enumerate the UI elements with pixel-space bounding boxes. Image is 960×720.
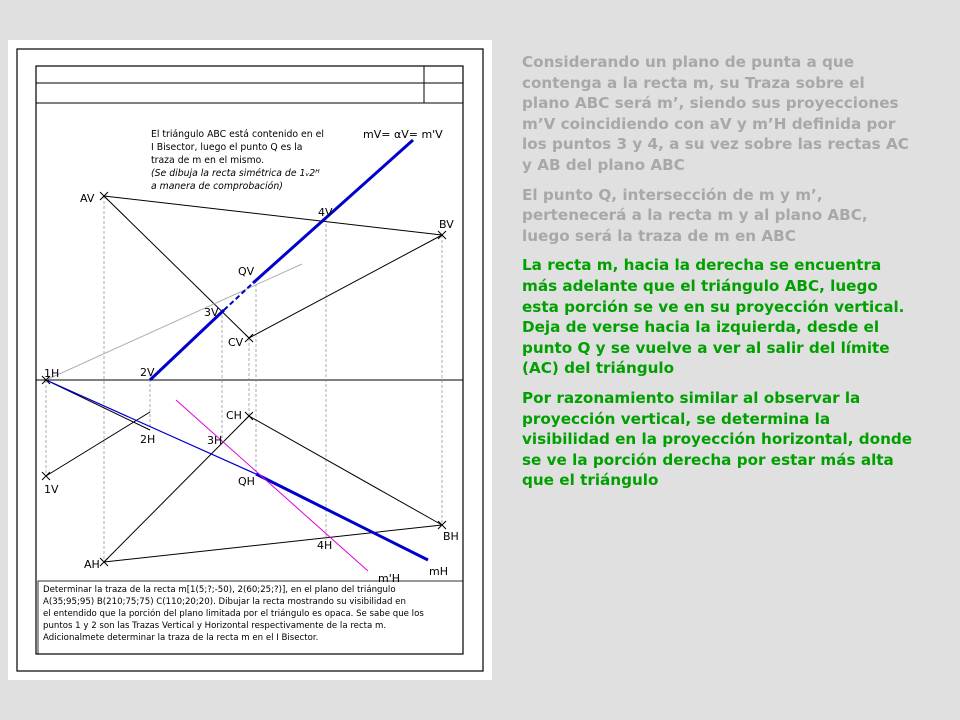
statement-line: Determinar la traza de la recta m[1(5;?;-50), 2(60;25;?)], en el plano del triángulo: [43, 585, 396, 595]
note-line: a manera de comprobación): [151, 181, 283, 192]
explanation-panel: [522, 52, 914, 500]
line-m-prime-horizontal: [176, 400, 368, 571]
mv-formula-label: mV= αV= m'V: [363, 128, 443, 141]
label-1v: 1V: [44, 483, 59, 496]
label-4v: 4V: [318, 206, 333, 219]
drawing-sheet: [8, 40, 492, 680]
label-3h: 3H: [207, 434, 223, 447]
label-m-prime-h: m'H: [378, 572, 401, 585]
note-line: I Bisector, luego el punto Q es la: [151, 142, 303, 153]
statement-line: puntos 1 y 2 son las Trazas Vertical y Horizontal respectivamente de la recta m.: [43, 621, 387, 631]
label-2v: 2V: [140, 366, 155, 379]
explanation-paragraph-3: La recta m, hacia la derecha se encuentra más adelante que el triángulo ABC, luego esta porción se ve en su proyección vertical. Deja de verse hacia la izquierda, desde el punto Q y se vuelve a ver al salir del límite (AC) del triángulo: [522, 256, 905, 378]
bisector-aux-line: [46, 264, 302, 380]
statement-line: Adicionalmete determinar la traza de la recta m en el I Bisector.: [43, 633, 319, 643]
note-text: [151, 129, 324, 192]
label-qv: QV: [238, 265, 255, 278]
note-line: El triángulo ABC está contenido en el: [151, 129, 324, 140]
label-av: AV: [80, 192, 95, 205]
note-line: traza de m en el mismo.: [151, 155, 265, 166]
label-ah: AH: [84, 558, 100, 571]
recall-lines: [46, 196, 442, 562]
label-4h: 4H: [317, 539, 333, 552]
label-cv: CV: [228, 336, 244, 349]
label-bv: BV: [439, 218, 454, 231]
label-1h: 1H: [44, 367, 60, 380]
triangle-projections: [46, 196, 442, 562]
descriptive-geometry-drawing: [8, 40, 492, 680]
label-bh: BH: [443, 530, 459, 543]
point-markers: [42, 192, 446, 566]
label-ch: CH: [226, 409, 242, 422]
explanation-paragraph-4: Por razonamiento similar al observar la proyección vertical, se determina la visibilidad en la proyección horizontal, donde se ve la porción derecha por estar más alta que el triángulo: [522, 388, 913, 490]
explanation-paragraph-2: El punto Q, intersección de m y m’, pertenecerá a la recta m y al plano ABC, luego será la traza de m en ABC: [522, 185, 868, 245]
explanation-paragraph-1: Considerando un plano de punta a que contenga a la recta m, su Traza sobre el plano ABC será m’, siendo sus proyecciones m’V coincidiendo con aV y m’H definida por los puntos 3 y 4, a su vez sobre las rectas AC y AB del plano ABC: [522, 53, 909, 174]
statement-line: A(35;95;95) B(210;75;75) C(110;20;20). Dibujar la recta mostrando su visibilidad en: [43, 597, 406, 607]
label-mh: mH: [429, 565, 448, 578]
label-3v: 3V: [204, 306, 219, 319]
label-2h: 2H: [140, 433, 156, 446]
label-qh: QH: [238, 475, 255, 488]
note-line: (Se dibuja la recta simétrica de 1ᵥ2ᴴ: [151, 168, 320, 179]
problem-statement: [43, 585, 424, 643]
statement-line: el entendido que la porción del plano limitada por el triángulo es opaca. Se sabe que los: [43, 609, 424, 619]
